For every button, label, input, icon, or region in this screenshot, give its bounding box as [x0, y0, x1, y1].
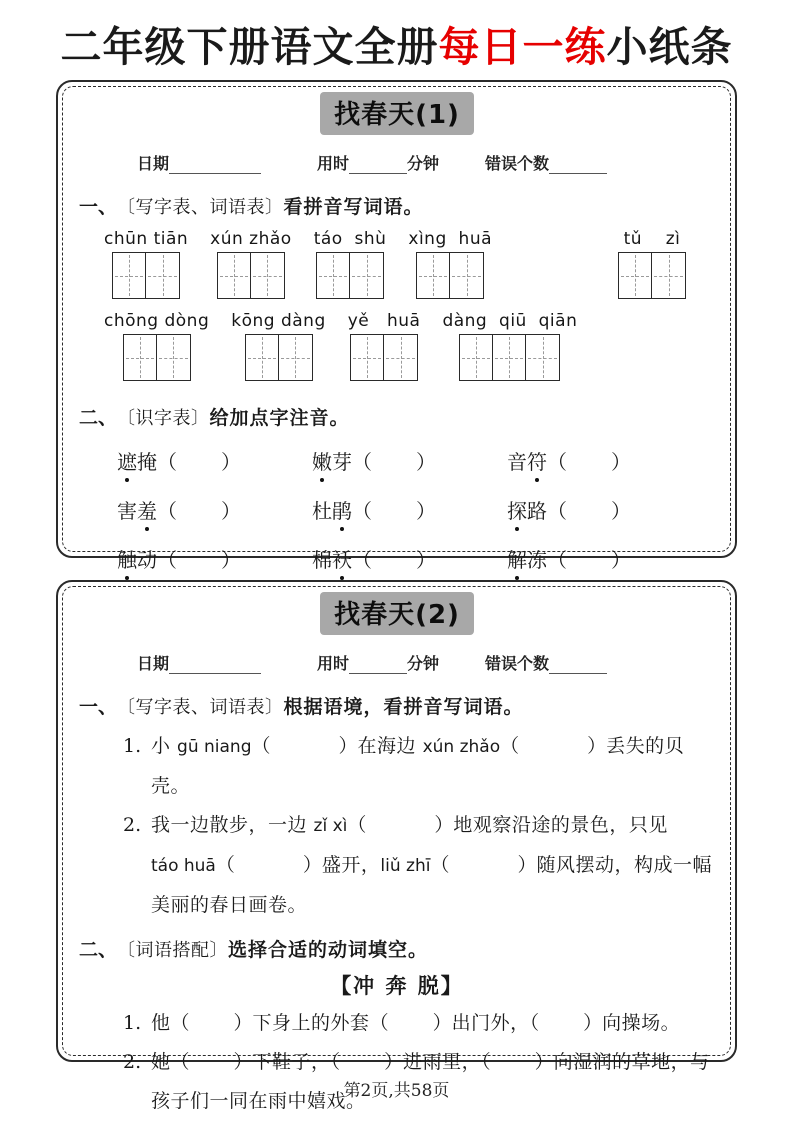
annotation-word-entry	[507, 446, 715, 475]
emphasis-dot	[125, 478, 129, 482]
time-unit-label: 分钟	[407, 154, 440, 173]
pinyin-word-block	[408, 229, 492, 299]
sentence-text: 小	[151, 735, 178, 757]
question-2-heading	[79, 935, 715, 962]
pinyin-word-block	[348, 311, 421, 381]
writing-grid-cell	[113, 253, 146, 298]
paren-close: ）	[338, 735, 358, 757]
answer-paren-open: （	[157, 548, 177, 572]
writing-grid-cell	[652, 253, 685, 298]
meta-row	[137, 151, 715, 174]
pinyin-label: xún zhǎo	[210, 229, 292, 249]
pinyin-word-block	[618, 229, 686, 299]
fill-in-blank	[331, 1051, 404, 1073]
paren-close: ）	[384, 1051, 404, 1073]
time-label: 用时	[317, 154, 350, 173]
emphasis-dot	[515, 527, 519, 531]
pinyin-word-block	[231, 311, 326, 381]
sentence-body	[151, 727, 715, 806]
answer-paren-close: ）	[611, 548, 631, 572]
writing-grid-cell	[350, 253, 383, 298]
time-blank-line	[349, 157, 407, 174]
emphasis-dot	[145, 527, 149, 531]
pinyin-word-block	[210, 229, 292, 299]
annotation-word-entry	[117, 544, 312, 573]
writing-grid-cell	[157, 335, 190, 380]
page-title-part2: 小纸条	[606, 23, 733, 71]
writing-grid-box	[217, 252, 285, 299]
annotation-word-entry	[312, 544, 507, 573]
pinyin-label: dàng qiū qiān	[442, 311, 578, 331]
question-instruction: 给加点字注音。	[209, 407, 350, 429]
question-number: 二、	[79, 939, 118, 961]
answer-paren-open: （	[157, 450, 177, 474]
verb-word-bank: 【冲 奔 脱】	[330, 974, 464, 998]
annotated-character: 嫩	[312, 446, 332, 475]
question-source-tag: 〔写字表、词语表〕	[117, 197, 284, 218]
writing-grid-cell	[246, 335, 279, 380]
paren-open: （	[170, 1051, 190, 1073]
date-label: 日期	[137, 154, 170, 173]
page-title-highlight: 每日一练	[438, 23, 607, 71]
sentence-text: 我一边散步，一边	[151, 814, 314, 836]
question-2-heading	[79, 403, 715, 430]
writing-grid-cell	[526, 335, 559, 380]
paren-open: （	[430, 854, 450, 876]
error-blank-line	[549, 157, 607, 174]
sentence-list-1	[123, 727, 715, 925]
annotated-character: 冻	[527, 548, 547, 572]
sentence-text: 下身上的外套	[252, 1012, 370, 1034]
annotated-character: 棉	[312, 548, 332, 572]
writing-grid-cell	[417, 253, 450, 298]
question-1-heading	[79, 192, 715, 219]
inline-pinyin: gū niang	[177, 737, 252, 757]
writing-grid-cell	[251, 253, 284, 298]
sentence-body	[151, 1004, 715, 1043]
annotated-character: 掩	[137, 450, 157, 474]
worksheet-card-1	[56, 80, 737, 572]
time-blank-line	[349, 657, 407, 674]
paren-close: ）	[517, 854, 537, 876]
fill-in-blank	[252, 735, 358, 757]
fill-in-blank	[347, 814, 453, 836]
inline-pinyin: zǐ xì	[313, 816, 348, 836]
annotated-character: 芽	[332, 450, 352, 474]
fill-in-blank	[500, 735, 606, 757]
sentence-text: 她	[151, 1051, 171, 1073]
writing-grid-cell	[384, 335, 417, 380]
fill-in-blank	[481, 1051, 554, 1073]
paren-close: ）	[587, 735, 607, 757]
question-number: 一、	[79, 696, 118, 718]
sentence-text: 随风摆动，构成一幅美丽的春日画卷。	[151, 854, 712, 916]
sentence-number: 1.	[123, 1012, 142, 1034]
error-count-label: 错误个数	[485, 154, 550, 173]
paren-open: （	[215, 854, 235, 876]
page-title-part1: 二年级下册语文全册	[60, 23, 439, 71]
paren-close: ）	[583, 1012, 603, 1034]
writing-grid-cell	[317, 253, 350, 298]
writing-grid-cell	[619, 253, 652, 298]
writing-grid-box	[416, 252, 484, 299]
answer-paren-close: ）	[416, 450, 436, 474]
question-source-tag: 〔识字表〕	[117, 408, 210, 429]
annotation-word-entry	[312, 446, 507, 475]
annotated-character: 符	[527, 446, 547, 475]
sentence-text: 向湿润的草地，与孩子们一同在雨中嬉戏。	[151, 1051, 710, 1112]
paren-open: （	[347, 814, 367, 836]
annotation-word-entry	[117, 446, 312, 475]
fill-in-blank	[171, 1051, 253, 1073]
error-blank-line	[549, 657, 607, 674]
sentence-row	[123, 1004, 715, 1043]
time-unit-label: 分钟	[407, 654, 440, 673]
question-source-tag: 〔写字表、词语表〕	[117, 697, 284, 718]
writing-grid-cell	[351, 335, 384, 380]
date-label: 日期	[137, 654, 170, 673]
paren-close: ）	[534, 1051, 554, 1073]
sentence-text: 他	[151, 1012, 171, 1034]
page-number: 第2页,共58页	[343, 1081, 450, 1101]
annotated-character: 害	[117, 499, 137, 523]
annotated-character: 遮	[117, 446, 137, 475]
emphasis-dot	[535, 478, 539, 482]
paren-open: （	[170, 1012, 190, 1034]
question-number: 二、	[79, 407, 118, 429]
emphasis-dot	[320, 478, 324, 482]
date-blank-line	[169, 157, 261, 174]
inline-pinyin: táo huā	[151, 856, 216, 876]
pinyin-label: chōng dòng	[104, 311, 210, 331]
paren-close: ）	[233, 1051, 253, 1073]
sentence-number: 2.	[123, 1051, 142, 1073]
paren-open: （	[369, 1012, 389, 1034]
sentence-text: 盛开，	[321, 854, 381, 876]
writing-grid-cell	[450, 253, 483, 298]
answer-paren-close: ）	[221, 499, 241, 523]
pinyin-label: tǔ zì	[623, 229, 681, 249]
answer-paren-open: （	[547, 548, 567, 572]
pinyin-word-block	[442, 311, 577, 381]
writing-grid-cell	[218, 253, 251, 298]
question-instruction: 根据语境，看拼音写词语。	[283, 696, 524, 718]
writing-grid-cell	[279, 335, 312, 380]
pinyin-word-block	[104, 229, 188, 299]
paren-open: （	[330, 1051, 341, 1073]
writing-grid-box	[123, 334, 191, 381]
pinyin-label: xìng huā	[408, 229, 493, 249]
paren-close: ）	[302, 854, 322, 876]
emphasis-dot	[340, 527, 344, 531]
annotated-character: 音	[507, 450, 527, 474]
sentence-text: 丢失的贝壳。	[151, 735, 685, 797]
answer-paren-open: （	[352, 499, 372, 523]
paren-open: （	[481, 1051, 491, 1073]
writing-grid-cell	[146, 253, 179, 298]
writing-grid-cell	[493, 335, 526, 380]
sentence-text: 进雨里，	[403, 1051, 482, 1073]
annotated-character: 路	[527, 499, 547, 523]
answer-paren-close: ）	[611, 499, 631, 523]
sentence-number: 1.	[123, 735, 142, 757]
writing-grid-cell	[460, 335, 493, 380]
answer-paren-close: ）	[416, 499, 436, 523]
answer-paren-open: （	[157, 499, 177, 523]
question-instruction: 看拼音写词语。	[283, 196, 424, 218]
question-source-tag: 〔词语搭配〕	[117, 940, 229, 961]
answer-paren-close: ）	[221, 450, 241, 474]
question-1-heading	[79, 692, 715, 719]
paren-open: （	[500, 735, 520, 757]
annotated-character: 动	[137, 548, 157, 572]
fill-in-blank	[171, 1012, 253, 1034]
paren-close: ）	[434, 814, 454, 836]
section-badge: 找春天(1)	[320, 92, 474, 135]
sentence-list-2	[123, 1004, 715, 1121]
fill-in-blank	[430, 854, 536, 876]
pinyin-label: yě huā	[347, 311, 421, 331]
annotation-word-entry	[312, 495, 507, 524]
answer-paren-open: （	[352, 450, 372, 474]
annotated-character: 羞	[137, 495, 157, 524]
answer-paren-open: （	[547, 450, 567, 474]
question-number: 一、	[79, 196, 118, 218]
sentence-body	[151, 806, 715, 925]
annotated-character: 触	[117, 544, 137, 573]
writing-grid-box	[618, 252, 686, 299]
sentence-text: 下鞋子，	[252, 1051, 331, 1073]
pinyin-label: táo shù	[313, 229, 387, 249]
answer-paren-close: ）	[611, 450, 631, 474]
error-count-label: 错误个数	[485, 654, 550, 673]
answer-paren-close: ）	[221, 548, 241, 572]
sentence-text: 出门外，	[451, 1012, 530, 1034]
pinyin-label: chūn tiān	[104, 229, 189, 249]
page-title	[0, 14, 793, 73]
inline-pinyin: liǔ zhī	[380, 856, 431, 876]
pinyin-label: kōng dàng	[231, 311, 326, 331]
writing-grid-cell	[124, 335, 157, 380]
fill-in-blank	[216, 854, 322, 876]
sentence-text: 向操场。	[602, 1012, 681, 1034]
fill-in-blank	[530, 1012, 603, 1034]
pinyin-word-row-2	[104, 311, 686, 381]
annotation-word-entry	[507, 495, 715, 524]
writing-grid-box	[245, 334, 313, 381]
paren-open: （	[529, 1012, 540, 1034]
sentence-text: 地观察沿途的景色，只见	[453, 814, 668, 836]
meta-row	[137, 651, 715, 674]
writing-grid-box	[350, 334, 418, 381]
annotated-character: 鹃	[332, 495, 352, 524]
writing-grid-box	[459, 334, 560, 381]
writing-grid-box	[316, 252, 384, 299]
sentence-row	[123, 727, 715, 806]
pinyin-annotation-grid	[117, 446, 715, 573]
sentence-text: 在海边	[357, 735, 423, 757]
date-blank-line	[169, 657, 261, 674]
answer-paren-open: （	[547, 499, 567, 523]
paren-close: ）	[432, 1012, 452, 1034]
paren-open: （	[251, 735, 271, 757]
annotated-character: 杜	[312, 499, 332, 523]
inline-pinyin: xún zhǎo	[422, 737, 501, 757]
section-badge: 找春天(2)	[320, 592, 474, 635]
writing-grid-box	[112, 252, 180, 299]
annotation-word-entry	[117, 495, 312, 524]
annotated-character: 探	[507, 495, 527, 524]
pinyin-word-row-1	[104, 229, 686, 299]
sentence-row	[123, 806, 715, 925]
sentence-number: 2.	[123, 814, 142, 836]
annotation-word-entry	[507, 544, 715, 573]
fill-in-blank	[370, 1012, 452, 1034]
annotated-character: 解	[507, 544, 527, 573]
answer-paren-close: ）	[416, 548, 436, 572]
annotated-character: 袄	[332, 544, 352, 573]
pinyin-word-block	[104, 311, 209, 381]
time-label: 用时	[317, 654, 350, 673]
question-instruction: 选择合适的动词填空。	[228, 939, 429, 961]
answer-paren-open: （	[352, 548, 372, 572]
paren-close: ）	[233, 1012, 253, 1034]
pinyin-word-block	[314, 229, 387, 299]
